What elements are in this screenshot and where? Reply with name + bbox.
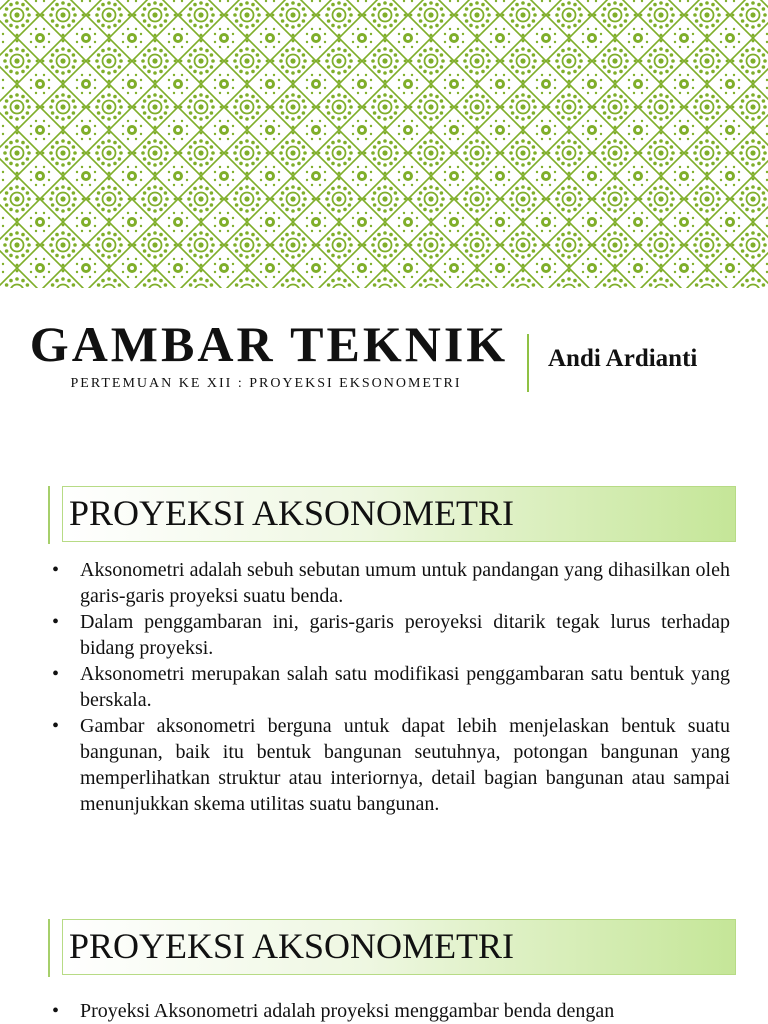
bullet-dot: •	[52, 559, 60, 581]
decorative-pattern-banner	[0, 0, 768, 288]
list-item-text: Proyeksi Aksonometri adalah proyeksi menggambar benda dengan	[80, 1000, 615, 1022]
list-item-text: Gambar aksonometri berguna untuk dapat lebih menjelaskan bentuk suatu bangunan, baik itu bentuk bangunan seutuhnya, potongan bangunan yang memperlihatkan struktur atau interiornya, detail bagian bangunan atau sampai menunjukkan skema utilitas suatu bangunan.	[80, 715, 730, 815]
bullet-list	[50, 557, 730, 817]
presentation-title: GAMBAR TEKNIK	[29, 316, 509, 372]
list-item	[50, 998, 730, 1024]
bullet-dot: •	[52, 1000, 60, 1022]
bullet-dot: •	[52, 715, 60, 737]
bullet-dot: •	[52, 663, 60, 685]
list-item	[50, 609, 730, 661]
list-item-text: Aksonometri merupakan salah satu modifikasi penggambaran satu bentuk yang berskala.	[80, 663, 730, 711]
section-accent-bar	[48, 486, 50, 544]
bullet-list	[50, 998, 730, 1024]
section-heading: PROYEKSI AKSONOMETRI	[69, 493, 515, 533]
list-item-text: Aksonometri adalah sebuh sebutan umum untuk pandangan yang dihasilkan oleh garis-garis proyeksi suatu benda.	[80, 559, 730, 607]
section-accent-bar	[48, 919, 50, 977]
section-heading: PROYEKSI AKSONOMETRI	[69, 926, 515, 966]
list-item-text: Dalam penggambaran ini, garis-garis peroyeksi ditarik tegak lurus terhadap bidang proyeksi.	[80, 611, 730, 659]
list-item	[50, 661, 730, 713]
list-item	[50, 557, 730, 609]
author-name: Andi Ardianti	[548, 345, 698, 372]
section-heading-box	[62, 919, 736, 975]
bullet-dot: •	[52, 611, 60, 633]
list-item	[50, 713, 730, 817]
title-block	[0, 288, 768, 400]
title-divider	[527, 334, 529, 392]
section-heading-box	[62, 486, 736, 542]
presentation-subtitle: PERTEMUAN KE XII : PROYEKSI EKSONOMETRI	[70, 376, 462, 391]
